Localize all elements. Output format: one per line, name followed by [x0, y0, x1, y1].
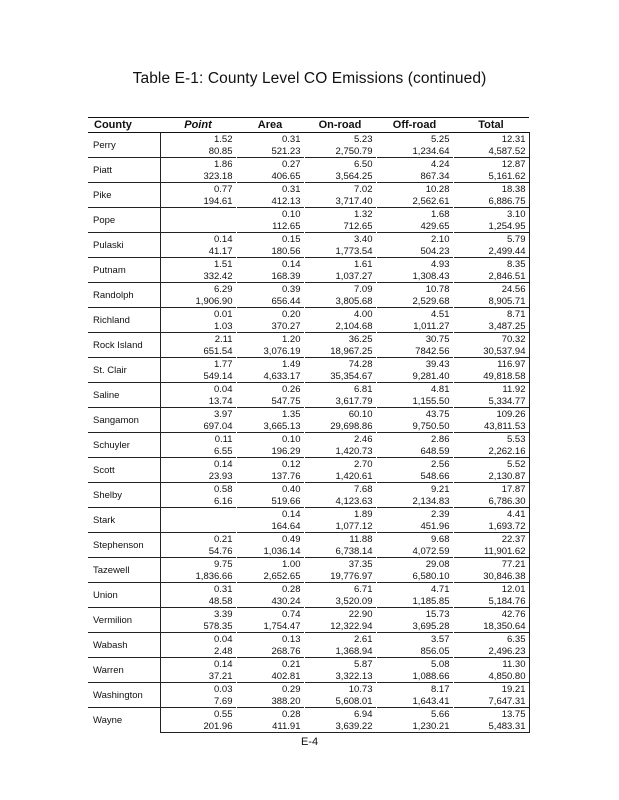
county-name: Pulaski [88, 233, 160, 258]
cell-value: 6,738.14 [335, 545, 373, 557]
cell-value: 578.35 [203, 620, 233, 632]
cell-value: 5,334.77 [453, 395, 529, 408]
cell-value: 1,693.72 [453, 520, 529, 533]
cell-value: 39.43 [376, 358, 453, 371]
county-name: Stark [88, 508, 160, 533]
cell-value: 36.25 [304, 333, 376, 346]
cell-value: 1,643.41 [412, 695, 450, 707]
cell-value: 0.21 [236, 658, 304, 671]
cell-value: 268.76 [271, 645, 301, 657]
table-row [88, 533, 529, 546]
cell-value: 0.28 [236, 583, 304, 596]
cell-value: 48.58 [208, 595, 233, 607]
cell-value: 1,234.64 [412, 145, 450, 157]
cell-value: 2,134.83 [412, 495, 450, 507]
cell-value: 2.39 [376, 508, 453, 521]
table-row [88, 583, 529, 596]
cell-value: 0.04 [160, 383, 236, 396]
cell-value: 5.87 [304, 658, 376, 671]
cell-value: 2,529.68 [412, 295, 450, 307]
cell-value: 0.49 [236, 533, 304, 546]
county-name: Putnam [88, 258, 160, 283]
cell-value: 109.26 [453, 408, 529, 421]
cell-value: 323.18 [203, 170, 233, 182]
cell-value: 9.21 [376, 483, 453, 496]
cell-value: 2.48 [214, 645, 233, 657]
cell-value: 521.23 [271, 145, 301, 157]
table-row [88, 508, 529, 521]
county-name: Richland [88, 308, 160, 333]
cell-value: 548.66 [420, 470, 450, 482]
table-row [88, 383, 529, 396]
cell-value: 116.97 [453, 358, 529, 371]
cell-value: 1,185.85 [412, 595, 450, 607]
cell-value: 656.44 [271, 295, 301, 307]
cell-value: 0.29 [236, 683, 304, 696]
cell-value: 1,368.94 [335, 645, 373, 657]
table-row [88, 308, 529, 321]
cell-value: 519.66 [271, 495, 301, 507]
table-title: Table E-1: County Level CO Emissions (continued) [132, 70, 487, 87]
cell-value: 5,184.76 [453, 595, 529, 608]
cell-value: 1,754.47 [263, 620, 301, 632]
cell-value: 3,805.68 [335, 295, 373, 307]
cell-value: 7.68 [304, 483, 376, 496]
table-row [88, 233, 529, 246]
cell-value: 7.69 [214, 695, 233, 707]
cell-value: 1.32 [304, 208, 376, 221]
cell-value: 18,967.25 [330, 345, 373, 357]
cell-value: 0.11 [160, 433, 236, 446]
cell-value: 2.11 [160, 333, 236, 346]
table-body [88, 133, 529, 733]
cell-value: 7.09 [304, 283, 376, 296]
cell-value: 180.56 [271, 245, 301, 257]
table-row [88, 133, 529, 146]
cell-value: 1,773.54 [335, 245, 373, 257]
cell-value: 0.10 [236, 433, 304, 446]
cell-value: 10.78 [376, 283, 453, 296]
cell-value: 4.51 [376, 308, 453, 321]
header-county: County [88, 118, 160, 133]
cell-value: 11.30 [453, 658, 529, 671]
cell-value: 5.52 [453, 458, 529, 471]
cell-value: 30,846.38 [453, 570, 529, 583]
cell-value: 24.56 [453, 283, 529, 296]
cell-value: 1.86 [160, 158, 236, 171]
county-name: Wayne [88, 708, 160, 733]
cell-value: 8,905.71 [453, 295, 529, 308]
county-name: Tazewell [88, 558, 160, 583]
cell-value: 4.00 [304, 308, 376, 321]
cell-value: 4,850.80 [453, 670, 529, 683]
cell-value: 411.91 [236, 720, 304, 733]
cell-value: 406.65 [271, 170, 301, 182]
cell-value: 3,076.19 [263, 345, 301, 357]
cell-value: 12.31 [453, 133, 529, 146]
cell-value: 430.24 [271, 595, 301, 607]
cell-value: 6.71 [304, 583, 376, 596]
cell-value: 0.20 [236, 308, 304, 321]
cell-value: 13.74 [208, 395, 233, 407]
cell-value: 0.28 [236, 708, 304, 721]
cell-value: 5.25 [376, 133, 453, 146]
cell-value: 2.61 [304, 633, 376, 646]
cell-value: 0.03 [160, 683, 236, 696]
cell-value: 3,695.28 [412, 620, 450, 632]
cell-value: 2.46 [304, 433, 376, 446]
cell-value: 168.39 [271, 270, 301, 282]
cell-value: 54.76 [208, 545, 233, 557]
county-name: Pope [88, 208, 160, 233]
cell-value: 1.68 [376, 208, 453, 221]
cell-value: 22.37 [453, 533, 529, 546]
cell-value: 1.77 [160, 358, 236, 371]
cell-value: 3,487.25 [453, 320, 529, 333]
cell-value: 23.93 [208, 470, 233, 482]
cell-value: 2,499.44 [453, 245, 529, 258]
cell-value: 18.38 [453, 183, 529, 196]
cell-value: 29,698.86 [330, 420, 373, 432]
header-on-road: On-road [304, 118, 376, 133]
table-row [88, 683, 529, 696]
cell-value: 0.14 [236, 508, 304, 521]
county-name: Perry [88, 133, 160, 158]
cell-value: 15.73 [376, 608, 453, 621]
cell-value: 6.94 [304, 708, 376, 721]
cell-value: 41.17 [208, 245, 233, 257]
county-name: Pike [88, 183, 160, 208]
cell-value: 0.55 [160, 708, 236, 721]
cell-value: 5.23 [304, 133, 376, 146]
cell-value: 29.08 [376, 558, 453, 571]
cell-value: 0.14 [160, 458, 236, 471]
cell-value: 7.02 [304, 183, 376, 196]
table-row [88, 183, 529, 196]
cell-value: 4,587.52 [453, 145, 529, 158]
table-row [88, 483, 529, 496]
cell-value [160, 220, 236, 233]
cell-value: 74.28 [304, 358, 376, 371]
cell-value: 0.12 [236, 458, 304, 471]
cell-value: 43,811.53 [453, 420, 529, 433]
cell-value: 0.39 [236, 283, 304, 296]
cell-value: 4.71 [376, 583, 453, 596]
cell-value: 4.93 [376, 258, 453, 271]
cell-value: 4,633.17 [263, 370, 301, 382]
county-name: Shelby [88, 483, 160, 508]
cell-value: 651.54 [203, 345, 233, 357]
cell-value: 8.35 [453, 258, 529, 271]
county-name: Randolph [88, 283, 160, 308]
cell-value: 3,639.22 [304, 720, 376, 733]
cell-value: 0.31 [236, 183, 304, 196]
cell-value: 547.75 [271, 395, 301, 407]
cell-value: 2,104.68 [335, 320, 373, 332]
cell-value: 412.13 [271, 195, 301, 207]
cell-value: 6.29 [160, 283, 236, 296]
cell-value: 332.42 [203, 270, 233, 282]
cell-value: 2,562.61 [412, 195, 450, 207]
table-row [88, 358, 529, 371]
cell-value: 5,608.01 [335, 695, 373, 707]
cell-value: 0.04 [160, 633, 236, 646]
header-total: Total [453, 118, 529, 133]
cell-value: 0.01 [160, 308, 236, 321]
cell-value: 1,906.90 [195, 295, 233, 307]
header-row [88, 118, 529, 133]
cell-value: 2.56 [376, 458, 453, 471]
cell-value: 2,846.51 [453, 270, 529, 283]
cell-value: 17.87 [453, 483, 529, 496]
table-row [88, 633, 529, 646]
cell-value: 19,776.97 [330, 570, 373, 582]
cell-value: 1.35 [236, 408, 304, 421]
cell-value: 11,901.62 [453, 545, 529, 558]
cell-value: 1,420.73 [335, 445, 373, 457]
cell-value: 1.00 [236, 558, 304, 571]
cell-value: 3.10 [453, 208, 529, 221]
cell-value: 1.52 [160, 133, 236, 146]
header-off-road: Off-road [376, 118, 453, 133]
cell-value: 6.35 [453, 633, 529, 646]
page-number: E-4 [300, 736, 319, 748]
cell-value: 5.53 [453, 433, 529, 446]
cell-value: 0.74 [236, 608, 304, 621]
cell-value: 30.75 [376, 333, 453, 346]
cell-value: 0.31 [236, 133, 304, 146]
cell-value: 388.20 [271, 695, 301, 707]
cell-value: 451.96 [420, 520, 450, 532]
cell-value: 10.73 [304, 683, 376, 696]
cell-value: 6,886.75 [453, 195, 529, 208]
cell-value: 1.20 [236, 333, 304, 346]
cell-value: 3,564.25 [335, 170, 373, 182]
cell-value: 12.87 [453, 158, 529, 171]
cell-value: 9,750.50 [412, 420, 450, 432]
emissions-table [88, 117, 530, 733]
cell-value: 0.14 [160, 658, 236, 671]
cell-value: 70.32 [453, 333, 529, 346]
county-name: St. Clair [88, 358, 160, 383]
table-row [88, 208, 529, 221]
county-name: Warren [88, 658, 160, 683]
cell-value: 5,483.31 [453, 720, 529, 733]
cell-value: 1.51 [160, 258, 236, 271]
cell-value: 8.71 [453, 308, 529, 321]
cell-value: 5.79 [453, 233, 529, 246]
header-point: Point [160, 118, 236, 133]
cell-value: 0.26 [236, 383, 304, 396]
cell-value: 0.10 [236, 208, 304, 221]
cell-value: 0.21 [160, 533, 236, 546]
cell-value: 2.10 [376, 233, 453, 246]
cell-value: 4,123.63 [335, 495, 373, 507]
cell-value: 194.61 [203, 195, 233, 207]
cell-value: 1,836.66 [195, 570, 233, 582]
cell-value: 13.75 [453, 708, 529, 721]
county-name: Washington [88, 683, 160, 708]
cell-value: 3.97 [160, 408, 236, 421]
cell-value: 3.40 [304, 233, 376, 246]
cell-value: 6.81 [304, 383, 376, 396]
cell-value: 37.35 [304, 558, 376, 571]
county-name: Sangamon [88, 408, 160, 433]
table-row [88, 333, 529, 346]
cell-value: 0.77 [160, 183, 236, 196]
cell-value: 1,420.61 [335, 470, 373, 482]
cell-value: 11.92 [453, 383, 529, 396]
county-name: Piatt [88, 158, 160, 183]
cell-value: 1.89 [304, 508, 376, 521]
table-row [88, 283, 529, 296]
cell-value: 370.27 [271, 320, 301, 332]
cell-value: 11.88 [304, 533, 376, 546]
cell-value: 137.76 [271, 470, 301, 482]
cell-value: 9.68 [376, 533, 453, 546]
cell-value: 2.70 [304, 458, 376, 471]
cell-value: 80.85 [208, 145, 233, 157]
cell-value: 2.86 [376, 433, 453, 446]
cell-value: 6,786.30 [453, 495, 529, 508]
cell-value: 3,717.40 [335, 195, 373, 207]
cell-value: 5,161.62 [453, 170, 529, 183]
cell-value: 697.04 [203, 420, 233, 432]
cell-value: 4,072.59 [412, 545, 450, 557]
county-name: Wabash [88, 633, 160, 658]
cell-value: 112.65 [272, 220, 301, 232]
county-name: Rock Island [88, 333, 160, 358]
cell-value: 1.49 [236, 358, 304, 371]
cell-value [160, 520, 236, 533]
table-row [88, 433, 529, 446]
cell-value: 0.40 [236, 483, 304, 496]
cell-value: 429.65 [420, 220, 450, 232]
cell-value: 9,281.40 [412, 370, 450, 382]
cell-value: 18,350.64 [453, 620, 529, 633]
cell-value: 49,818.58 [453, 370, 529, 383]
cell-value: 3.57 [376, 633, 453, 646]
county-name: Scott [88, 458, 160, 483]
cell-value: 30,537.94 [453, 345, 529, 358]
cell-value: 196.29 [271, 445, 301, 457]
county-name: Saline [88, 383, 160, 408]
cell-value: 1,155.50 [412, 395, 450, 407]
cell-value: 1.03 [214, 320, 233, 332]
cell-value: 12.01 [453, 583, 529, 596]
cell-value: 201.96 [160, 720, 236, 733]
cell-value [160, 508, 236, 521]
cell-value: 43.75 [376, 408, 453, 421]
cell-value: 0.15 [236, 233, 304, 246]
cell-value: 2,652.65 [263, 570, 301, 582]
cell-value: 3,665.13 [263, 420, 301, 432]
table-row [88, 458, 529, 471]
cell-value: 77.21 [453, 558, 529, 571]
cell-value: 867.34 [420, 170, 450, 182]
cell-value: 4.81 [376, 383, 453, 396]
cell-value: 1,036.14 [263, 545, 301, 557]
county-name: Union [88, 583, 160, 608]
header-area: Area [236, 118, 304, 133]
cell-value: 6.16 [214, 495, 233, 507]
cell-value: 1,230.21 [376, 720, 453, 733]
cell-value: 2,130.87 [453, 470, 529, 483]
table-row [88, 658, 529, 671]
cell-value: 9.75 [160, 558, 236, 571]
cell-value: 42.76 [453, 608, 529, 621]
cell-value: 6.55 [214, 445, 233, 457]
table-row [88, 708, 529, 721]
cell-value: 3.39 [160, 608, 236, 621]
cell-value: 22.90 [304, 608, 376, 621]
cell-value: 648.59 [420, 445, 450, 457]
cell-value: 1,088.66 [412, 670, 450, 682]
cell-value: 19.21 [453, 683, 529, 696]
cell-value: 7,647.31 [453, 695, 529, 708]
cell-value: 4.41 [453, 508, 529, 521]
cell-value: 2,750.79 [335, 145, 373, 157]
cell-value: 3,520.09 [335, 595, 373, 607]
cell-value: 549.14 [203, 370, 233, 382]
cell-value: 10.28 [376, 183, 453, 196]
cell-value: 504.23 [420, 245, 450, 257]
cell-value: 3,617.79 [335, 395, 373, 407]
cell-value: 0.31 [160, 583, 236, 596]
cell-value: 5.66 [376, 708, 453, 721]
cell-value: 1.61 [304, 258, 376, 271]
cell-value: 0.58 [160, 483, 236, 496]
county-name: Schuyler [88, 433, 160, 458]
cell-value: 1,254.95 [453, 220, 529, 233]
table-row [88, 408, 529, 421]
cell-value: 4.24 [376, 158, 453, 171]
cell-value: 164.64 [271, 520, 301, 532]
cell-value: 3,322.13 [335, 670, 373, 682]
cell-value: 2,496.23 [453, 645, 529, 658]
cell-value: 0.27 [236, 158, 304, 171]
cell-value: 6,580.10 [412, 570, 450, 582]
county-name: Stephenson [88, 533, 160, 558]
cell-value: 6.50 [304, 158, 376, 171]
cell-value: 0.14 [160, 233, 236, 246]
cell-value: 0.14 [236, 258, 304, 271]
cell-value: 402.81 [271, 670, 301, 682]
county-name: Vermilion [88, 608, 160, 633]
table-row [88, 558, 529, 571]
cell-value: 8.17 [376, 683, 453, 696]
cell-value: 0.13 [236, 633, 304, 646]
cell-value: 1,011.27 [413, 320, 450, 332]
cell-value: 35,354.67 [330, 370, 373, 382]
cell-value: 12,322.94 [330, 620, 373, 632]
cell-value: 7842.56 [415, 345, 450, 357]
cell-value: 5.08 [376, 658, 453, 671]
table-row [88, 608, 529, 621]
cell-value: 1,077.12 [335, 520, 373, 532]
cell-value: 856.05 [420, 645, 450, 657]
cell-value: 712.65 [343, 220, 373, 232]
cell-value: 1,037.27 [335, 270, 373, 282]
table-row [88, 258, 529, 271]
cell-value: 2,262.16 [453, 445, 529, 458]
cell-value: 37.21 [208, 670, 233, 682]
table-row [88, 158, 529, 171]
cell-value [160, 208, 236, 221]
cell-value: 1,308.43 [412, 270, 450, 282]
cell-value: 60.10 [304, 408, 376, 421]
